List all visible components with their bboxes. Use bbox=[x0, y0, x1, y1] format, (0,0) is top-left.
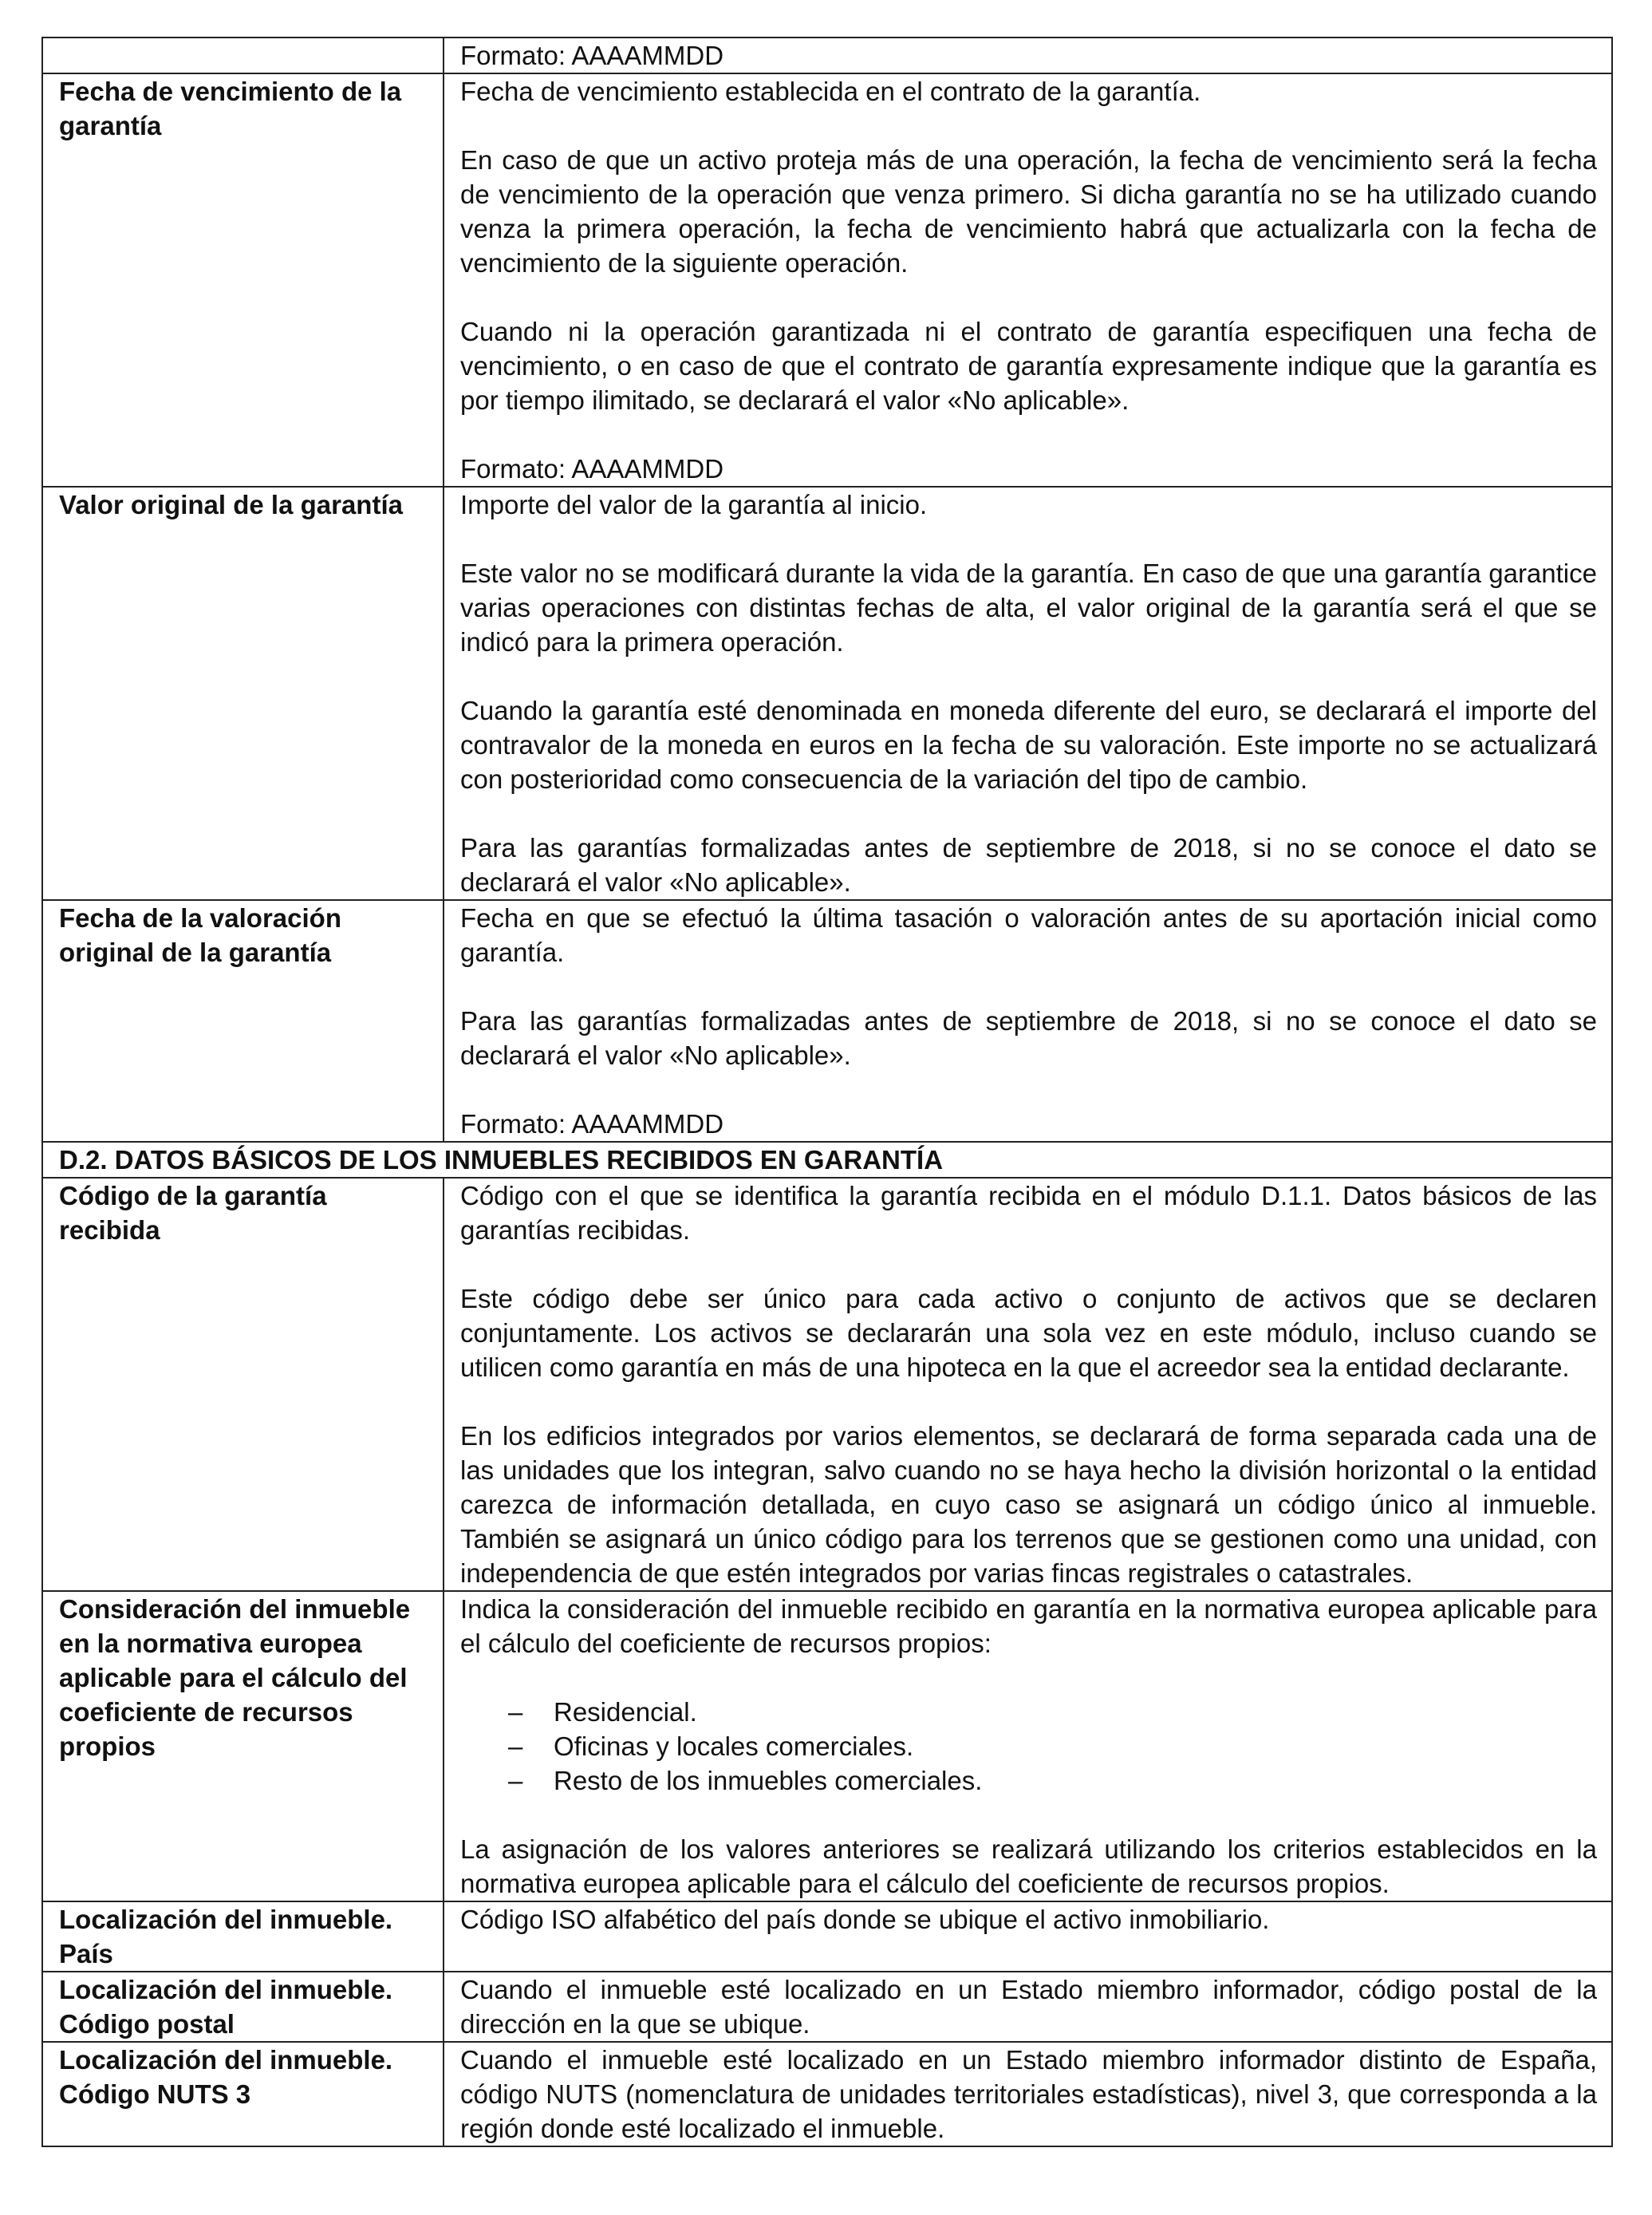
options-list bbox=[460, 1695, 1597, 1798]
paragraph: Indica la consideración del inmueble recibido en garantía en la normativa europea aplicable para el cálculo del coeficiente de recursos propios: bbox=[460, 1594, 1597, 1658]
list-item: – Residencial. bbox=[508, 1695, 1597, 1729]
table-row bbox=[42, 73, 1612, 487]
field-description bbox=[444, 73, 1612, 487]
field-name: Consideración del inmueble en la normativa europea aplicable para el cálculo del coeficiente de recursos propios bbox=[42, 1591, 444, 1901]
table-row bbox=[42, 1972, 1612, 2042]
table-row bbox=[42, 38, 1612, 73]
paragraph: Código con el que se identifica la garantía recibida en el módulo D.1.1. Datos básicos de las garantías recibidas. bbox=[460, 1181, 1597, 1245]
paragraph: Fecha en que se efectuó la última tasación o valoración antes de su aportación inicial como garantía. bbox=[460, 903, 1597, 967]
paragraph: Para las garantías formalizadas antes de septiembre de 2018, si no se conoce el dato se declarará el valor «No aplicable». bbox=[460, 1006, 1597, 1070]
field-description bbox=[444, 1972, 1612, 2042]
field-description bbox=[444, 1178, 1612, 1591]
table-row bbox=[42, 900, 1612, 1142]
paragraph: Formato: AAAAMMDD bbox=[460, 41, 724, 70]
field-description bbox=[444, 487, 1612, 900]
paragraph: Importe del valor de la garantía al inicio. bbox=[460, 490, 928, 519]
paragraph: En los edificios integrados por varios elementos, se declarará de forma separada cada una de las unidades que los integran, salvo cuando no se haya hecho la división horizontal o la entidad carezca de información detallada, en cuyo caso se asignará un código único al inmueble. También se asignará un único código para los terrenos que se gestionen como una unidad, con independencia de que estén integrados por varias fincas registrales o catastrales. bbox=[460, 1421, 1597, 1588]
paragraph: Este código debe ser único para cada activo o conjunto de activos que se declaren conjuntamente. Los activos se declararán una sola vez en este módulo, incluso cuando se utilicen como garantía en más de una hipoteca en la que el acreedor sea la entidad declarante. bbox=[460, 1284, 1597, 1382]
paragraph: En caso de que un activo proteja más de una operación, la fecha de vencimiento será la fecha de vencimiento de la operación que venza primero. Si dicha garantía no se ha utilizado cuando venza la primera operación, la fecha de vencimiento habrá que actualizarla con la fecha de vencimiento de la siguiente operación. bbox=[460, 145, 1597, 278]
field-description bbox=[444, 900, 1612, 1142]
table-row bbox=[42, 1591, 1612, 1901]
paragraph: Formato: AAAAMMDD bbox=[460, 1109, 724, 1139]
paragraph: Cuando ni la operación garantizada ni el contrato de garantía especifiquen una fecha de vencimiento, o en caso de que el contrato de garantía expresamente indique que la garantía es por tiempo ilimitado, se declarará el valor «No aplicable». bbox=[460, 317, 1597, 415]
list-item: – Oficinas y locales comerciales. bbox=[508, 1729, 1597, 1763]
table-row bbox=[42, 2042, 1612, 2146]
field-name bbox=[42, 38, 444, 73]
paragraph: Cuando el inmueble esté localizado en un Estado miembro informador distinto de España, código NUTS (nomenclatura de unidades territoriales estadísticas), nivel 3, que corresponda a la región donde esté localizado el inmueble. bbox=[460, 2045, 1597, 2143]
paragraph: Fecha de vencimiento establecida en el contrato de la garantía. bbox=[460, 77, 1201, 106]
paragraph: Código ISO alfabético del país donde se ubique el activo inmobiliario. bbox=[460, 1905, 1270, 1934]
field-name: Localización del inmueble. País bbox=[42, 1901, 444, 1972]
paragraph: Cuando la garantía esté denominada en moneda diferente del euro, se declarará el importe del contravalor de la moneda en euros en la fecha de su valoración. Este importe no se actualizará con posterioridad como consecuencia de la variación del tipo de cambio. bbox=[460, 696, 1597, 794]
field-name: Localización del inmueble. Código NUTS 3 bbox=[42, 2042, 444, 2146]
field-description bbox=[444, 1591, 1612, 1901]
table-row bbox=[42, 1178, 1612, 1591]
field-description bbox=[444, 1901, 1612, 1972]
section-title: D.2. DATOS BÁSICOS DE LOS INMUEBLES RECIBIDOS EN GARANTÍA bbox=[42, 1142, 1612, 1178]
paragraph: La asignación de los valores anteriores se realizará utilizando los criterios establecidos en la normativa europea aplicable para el cálculo del coeficiente de recursos propios. bbox=[460, 1834, 1597, 1898]
paragraph: Este valor no se modificará durante la vida de la garantía. En caso de que una garantía garantice varias operaciones con distintas fechas de alta, el valor original de la garantía será el que se indicó para la primera operación. bbox=[460, 559, 1597, 657]
field-name: Valor original de la garantía bbox=[42, 487, 444, 900]
table-row bbox=[42, 487, 1612, 900]
list-item: – Resto de los inmuebles comerciales. bbox=[508, 1763, 1597, 1798]
field-description bbox=[444, 38, 1612, 73]
paragraph: Para las garantías formalizadas antes de septiembre de 2018, si no se conoce el dato se declarará el valor «No aplicable». bbox=[460, 833, 1597, 897]
table-row bbox=[42, 1901, 1612, 1972]
definitions-table bbox=[41, 37, 1613, 2147]
section-header-row bbox=[42, 1142, 1612, 1178]
paragraph: Formato: AAAAMMDD bbox=[460, 454, 724, 484]
field-description bbox=[444, 2042, 1612, 2146]
field-name: Código de la garantía recibida bbox=[42, 1178, 444, 1591]
field-name: Fecha de vencimiento de la garantía bbox=[42, 73, 444, 487]
field-name: Localización del inmueble. Código postal bbox=[42, 1972, 444, 2042]
document-page bbox=[41, 37, 1613, 2147]
paragraph: Cuando el inmueble esté localizado en un Estado miembro informador, código postal de la dirección en la que se ubique. bbox=[460, 1975, 1597, 2039]
field-name: Fecha de la valoración original de la garantía bbox=[42, 900, 444, 1142]
